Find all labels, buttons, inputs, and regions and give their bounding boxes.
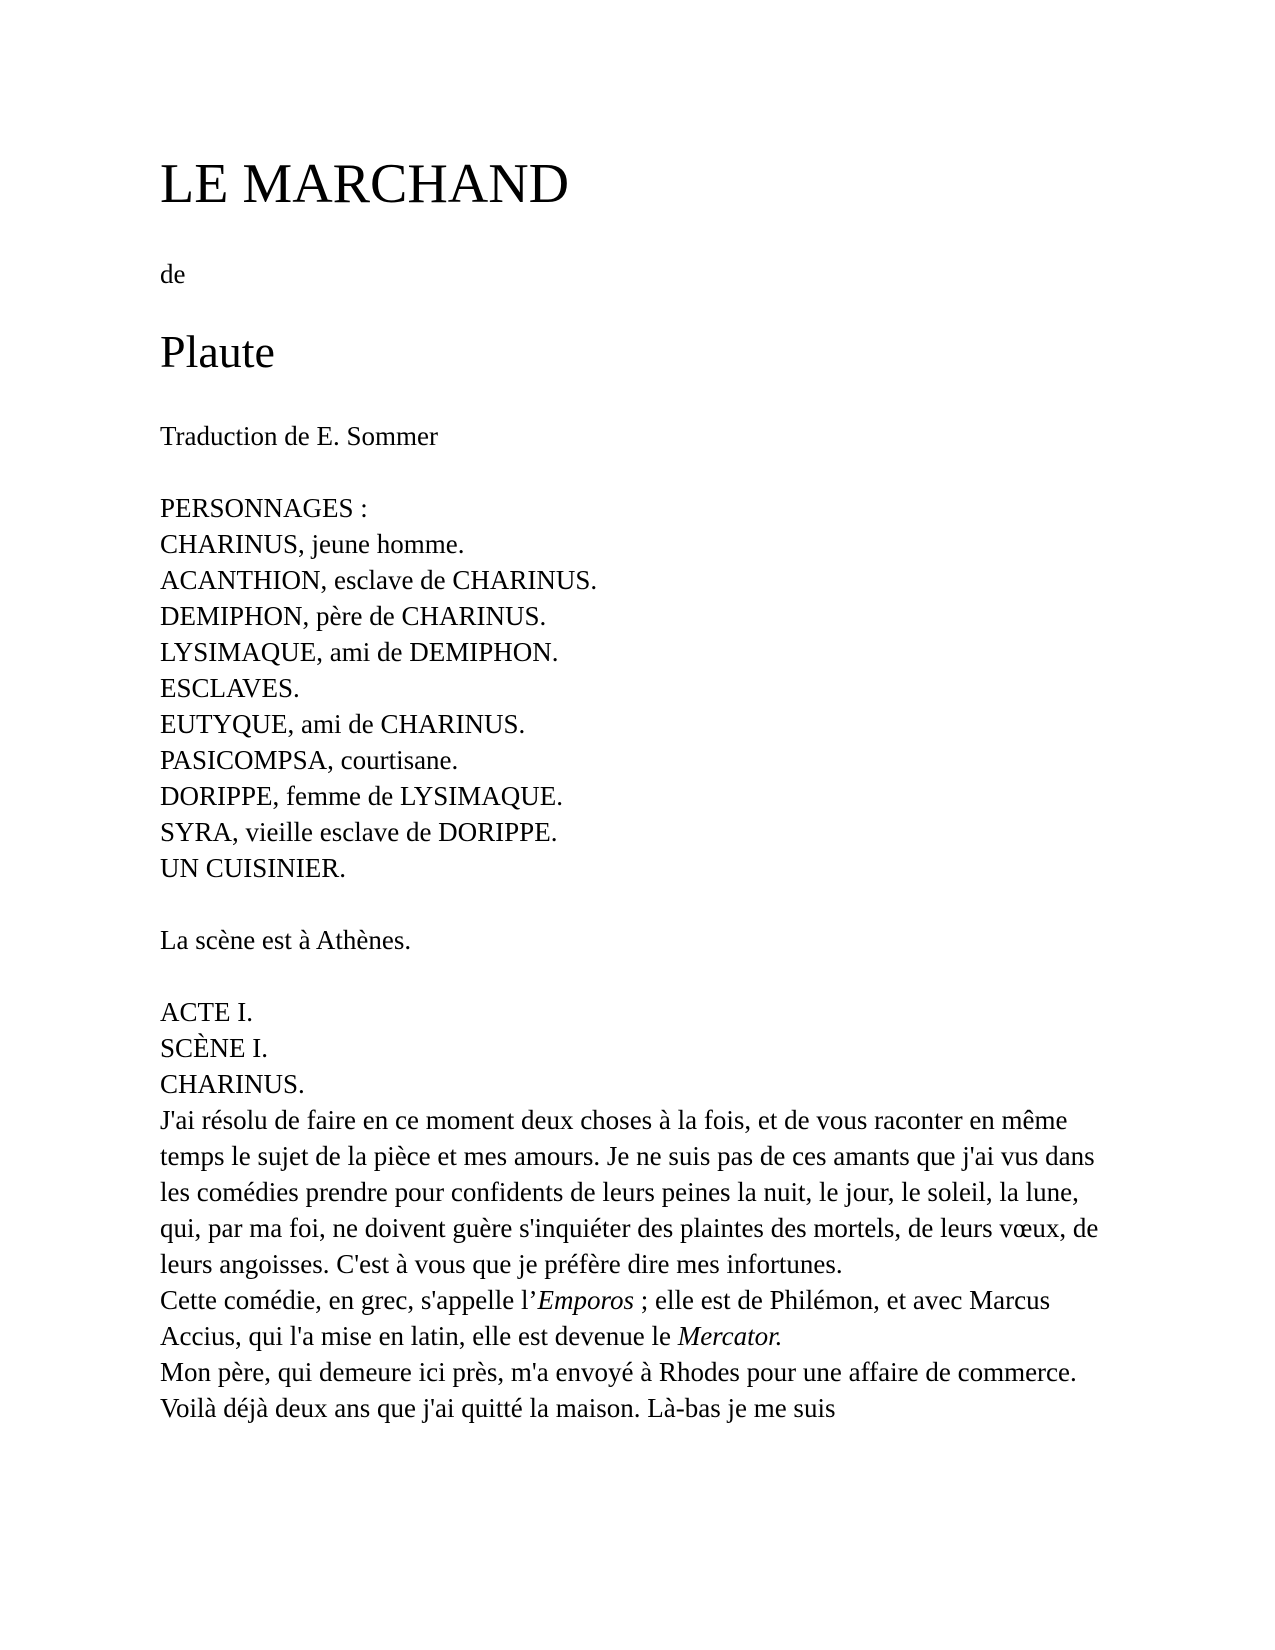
characters-list <box>160 490 1120 886</box>
character-entry: LYSIMAQUE, ami de DEMIPHON. <box>160 637 559 668</box>
setting-note: La scène est à Athènes. <box>160 925 412 956</box>
paragraph-text: ; elle est de Philémon, et avec Marcus Accius, qui l'a mise en latin, elle est devenue le <box>160 1285 1051 1352</box>
translator-credit: Traduction de E. Sommer <box>160 421 438 452</box>
character-entry: SYRA, vieille esclave de DORIPPE. <box>160 817 558 848</box>
title-emporos: Emporos <box>537 1285 634 1316</box>
character-entry: DEMIPHON, père de CHARINUS. <box>160 601 547 632</box>
character-entry: ACANTHION, esclave de CHARINUS. <box>160 565 598 596</box>
speaker-name: CHARINUS. <box>160 1069 305 1100</box>
document-page <box>160 150 1120 1426</box>
act-heading: ACTE I. <box>160 997 253 1028</box>
paragraph-text: Cette comédie, en grec, s'appelle l’ <box>160 1285 538 1316</box>
dialogue-paragraph <box>160 1282 1120 1354</box>
dialogue-paragraph: Mon père, qui demeure ici près, m'a envoyé à Rhodes pour une affaire de commerce. Voilà déjà deux ans que j'ai quitté la maison. Là-bas je me suis <box>160 1357 1077 1424</box>
character-entry: UN CUISINIER. <box>160 853 346 884</box>
character-entry: CHARINUS, jeune homme. <box>160 529 465 560</box>
dialogue-paragraph: J'ai résolu de faire en ce moment deux choses à la fois, et de vous raconter en même temps le sujet de la pièce et mes amours. Je ne suis pas de ces amants que j'ai vus dans les comédies prendre pour confidents de leurs peines la nuit, le jour, le soleil, la lune, qui, par ma foi, ne doivent guère s'inquiéter des plaintes des mortels, de leurs vœux, de leurs angoisses. C'est à vous que je préfère dire mes infortunes. <box>160 1105 1099 1280</box>
character-entry: ESCLAVES. <box>160 673 300 704</box>
title-mercator: Mercator. <box>677 1321 783 1352</box>
characters-heading: PERSONNAGES : <box>160 493 368 524</box>
author-name: Plaute <box>160 326 275 377</box>
character-entry: DORIPPE, femme de LYSIMAQUE. <box>160 781 564 812</box>
play-title: LE MARCHAND <box>160 153 570 215</box>
by-line: de <box>160 259 186 289</box>
character-entry: EUTYQUE, ami de CHARINUS. <box>160 709 526 740</box>
scene-heading: SCÈNE I. <box>160 1033 268 1064</box>
act-one-text <box>160 994 1120 1426</box>
character-entry: PASICOMPSA, courtisane. <box>160 745 459 776</box>
